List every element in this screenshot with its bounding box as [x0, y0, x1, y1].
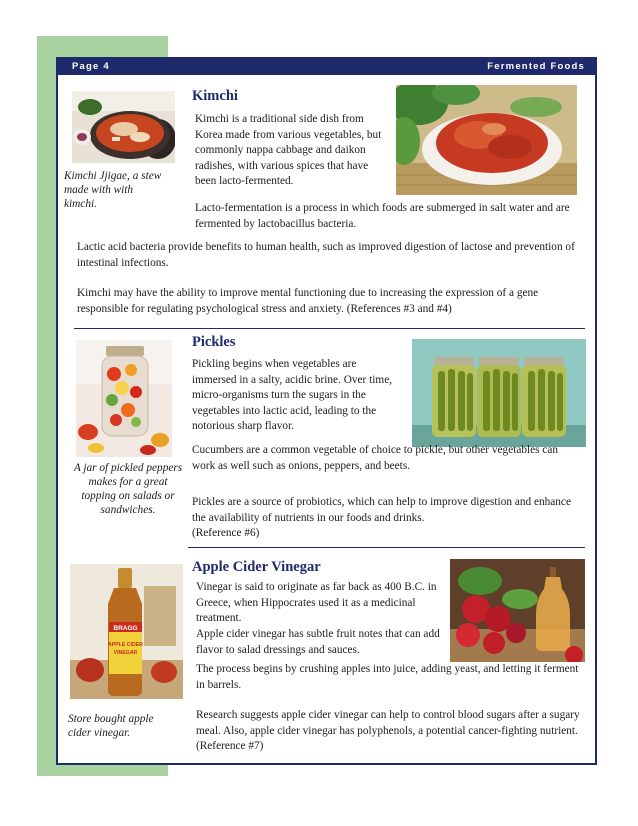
section-divider — [74, 328, 585, 329]
pickle-jars-photo — [412, 339, 586, 447]
vinegar-heading: Apple Cider Vinegar — [192, 559, 321, 575]
kimchi-plate-photo — [396, 85, 577, 195]
bottle-label-line1: APPLE CIDER — [108, 642, 143, 648]
apples-vinegar-photo — [450, 559, 585, 662]
kimchi-intro: Kimchi is a traditional side dish from Korea made from various vegetables, but commonly nappa cabbage and daikon radishes, with various spices that have been lacto-fermented. — [195, 113, 382, 187]
vinegar-research-paragraph: Research suggests apple cider vinegar can help to control blood sugars after a sugary meal. Also, apple cider vinegar has polyphenols, a potential cancer-fighting nutrient. (Reference #7) — [196, 709, 580, 752]
section-title: Fermented Foods — [487, 61, 585, 72]
vinegar-caption: Store bought apple cider vinegar. — [68, 713, 154, 739]
kimchi-heading: Kimchi — [192, 88, 238, 104]
section-divider — [188, 547, 585, 548]
pickled-peppers-jar-photo — [76, 340, 172, 457]
kimchi-mental-paragraph: Kimchi may have the ability to improve mental functioning due to increasing the expression of a gene responsible for regulating psychological stress and anxiety. (References #3 and #4) — [77, 287, 539, 315]
bottle-brand-text: BRAGG — [113, 625, 138, 632]
pickles-probiotics-paragraph: Pickles are a source of probiotics, which can help to improve digestion and enhance the availability of nutrients in our foods and drinks. — [192, 496, 571, 524]
pickles-intro: Pickling begins when vegetables are immersed in a salty, acidic brine. Over time, micro-organisms turn the sugars in the vegetables into lactic acid, leading to the notorious sharp flavor. — [192, 358, 393, 432]
pickles-cucumbers-paragraph: Cucumbers are a common vegetable of choice to pickle, but other vegetables can work as well such as onions, peppers, and beets. — [192, 444, 559, 472]
vinegar-flavor-paragraph: Apple cider vinegar has subtle fruit notes that can add flavor to salad dressings and sauces. — [196, 628, 440, 656]
kimchi-lacto-paragraph: Lacto-fermentation is a process in which foods are submerged in salt water and are fermented by lactobacillus bacteria. — [195, 202, 570, 230]
vinegar-process-paragraph: The process begins by crushing apples into juice, adding yeast, and letting it ferment in barrels. — [196, 663, 579, 691]
page-header — [58, 59, 595, 75]
pickled-peppers-caption: A jar of pickled peppers makes for a great topping on salads or sandwiches. — [73, 462, 183, 516]
kimchi-caption: Kimchi Jjigae, a stew made with with kimchi. — [64, 170, 162, 210]
vinegar-bottle-photo — [70, 564, 183, 699]
page-number: Page 4 — [72, 61, 110, 72]
kimchi-stew-photo — [72, 91, 175, 163]
newsletter-page — [56, 57, 597, 765]
bottle-label-line2: VINEGAR — [113, 650, 138, 656]
pickles-heading: Pickles — [192, 334, 236, 350]
vinegar-intro: Vinegar is said to originate as far back as 400 B.C. in Greece, when Hippocrates used it as a medicinal treatment. — [196, 581, 437, 624]
pickles-reference: (Reference #6) — [192, 527, 260, 539]
kimchi-benefits-paragraph: Lactic acid bacteria provide benefits to human health, such as improved digestion of lactose and prevention of intestinal infections. — [77, 241, 575, 269]
